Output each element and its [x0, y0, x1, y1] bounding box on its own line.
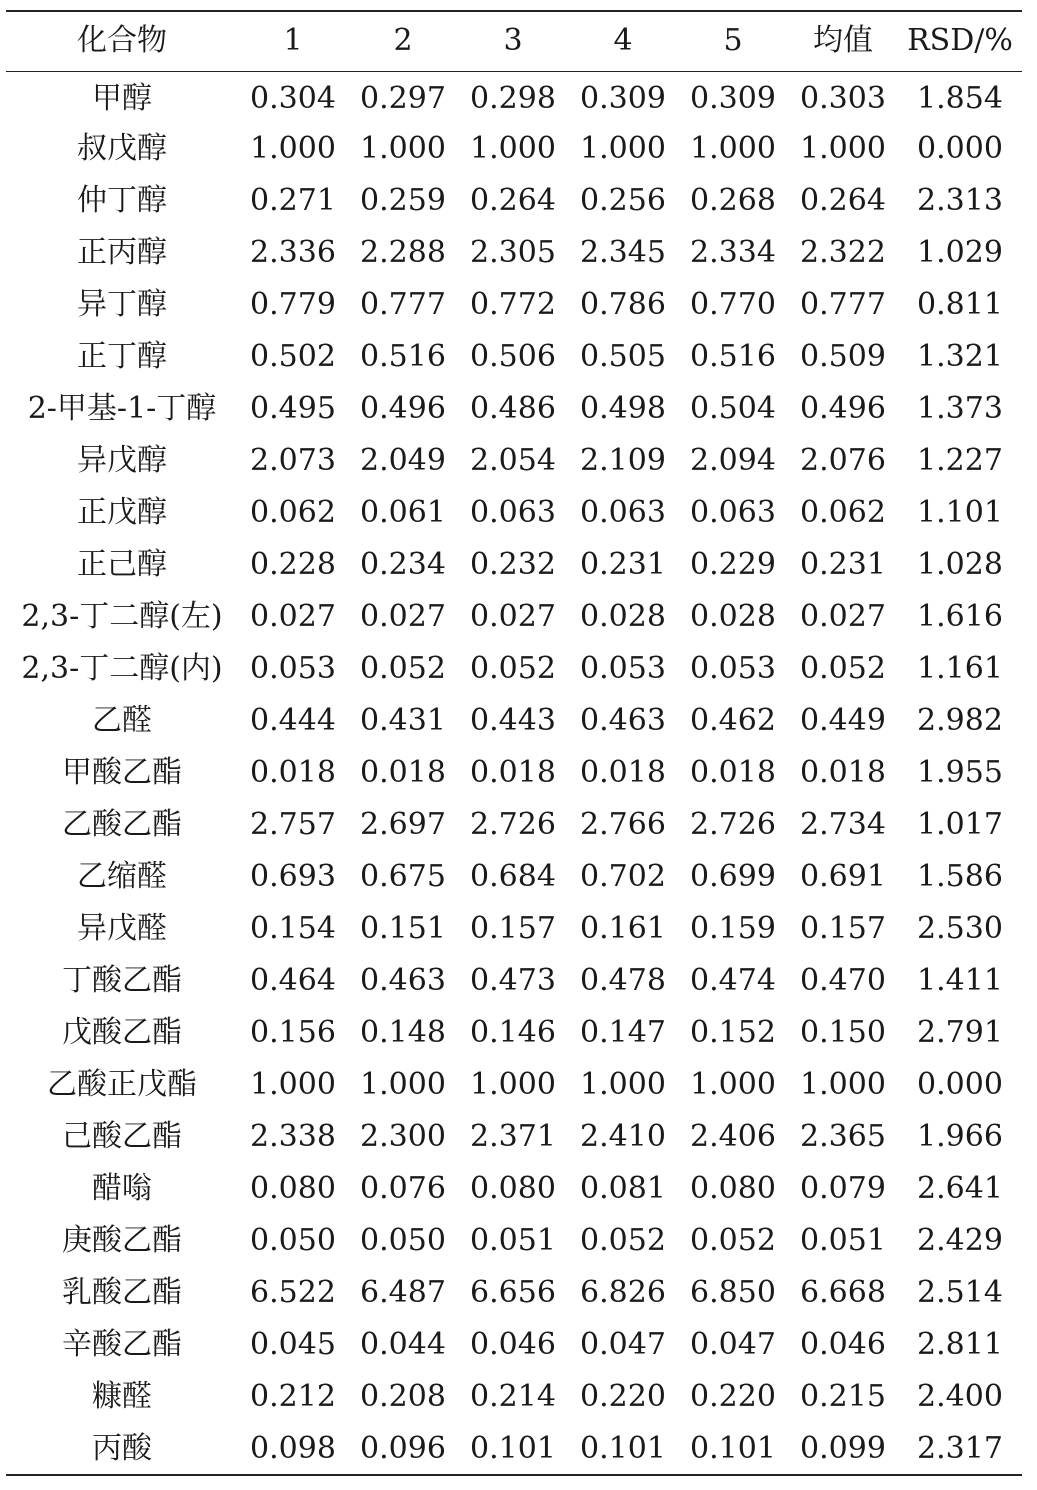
run-4-cell: 0.101	[580, 1430, 666, 1466]
compound-cell: 2,3-丁二醇(内)	[21, 651, 223, 686]
table-row	[6, 539, 1022, 591]
rsd-cell: 0.000	[917, 131, 1003, 166]
run-4-cell: 0.463	[580, 703, 666, 738]
run-5-cell: 2.094	[690, 443, 776, 478]
run-1-cell: 6.522	[250, 1275, 336, 1310]
run-2-cell: 0.076	[360, 1171, 446, 1206]
run-3-cell: 0.232	[470, 547, 556, 582]
run-4-cell: 0.028	[580, 599, 666, 634]
rsd-cell: 2.313	[917, 183, 1003, 218]
run-1-cell: 0.212	[250, 1379, 336, 1414]
run-1-cell: 0.228	[250, 547, 336, 582]
rsd-cell: 1.955	[917, 755, 1003, 790]
run-3-cell: 0.443	[470, 703, 556, 738]
rsd-cell: 0.811	[917, 287, 1003, 322]
run-4-cell: 0.018	[580, 755, 666, 790]
run-2-cell: 0.208	[360, 1379, 446, 1414]
table-row	[6, 851, 1022, 903]
run-4-cell: 1.000	[580, 131, 666, 166]
run-1-cell: 0.062	[250, 495, 336, 530]
run-1-cell: 2.338	[250, 1119, 336, 1154]
run-4-cell: 0.702	[580, 859, 666, 894]
run-1-cell: 0.050	[250, 1223, 336, 1258]
mean-cell: 2.734	[800, 807, 886, 842]
rsd-cell: 1.227	[917, 443, 1003, 478]
table-row	[6, 331, 1022, 383]
table-row	[6, 279, 1022, 331]
table-row	[6, 1215, 1022, 1267]
run-5-cell: 2.726	[690, 807, 776, 842]
mean-cell: 0.264	[800, 183, 886, 218]
table-row	[6, 1111, 1022, 1163]
run-3-cell: 2.054	[470, 443, 556, 478]
mean-cell: 0.051	[800, 1223, 886, 1258]
run-1-cell: 0.271	[250, 183, 336, 218]
run-1-cell: 0.018	[250, 755, 336, 790]
table-row	[6, 435, 1022, 487]
run-3-cell: 0.486	[470, 391, 556, 426]
header-cell-compound: 化合物	[77, 23, 167, 59]
run-1-cell: 0.080	[250, 1171, 336, 1206]
run-1-cell: 0.027	[250, 599, 336, 634]
run-5-cell: 0.699	[690, 859, 776, 894]
run-1-cell: 1.000	[250, 1067, 336, 1102]
compound-cell: 正丁醇	[77, 339, 167, 374]
header-cell-run-4: 4	[613, 23, 633, 59]
run-2-cell: 0.148	[360, 1015, 446, 1050]
run-5-cell: 0.309	[690, 81, 776, 117]
run-2-cell: 1.000	[360, 1067, 446, 1102]
run-4-cell: 0.309	[580, 81, 666, 117]
table-row	[6, 747, 1022, 799]
compound-cell: 乙酸乙酯	[62, 807, 182, 842]
rsd-cell: 1.373	[917, 391, 1003, 426]
table-row	[6, 695, 1022, 747]
run-1-cell: 0.154	[250, 911, 336, 946]
run-5-cell: 0.159	[690, 911, 776, 946]
run-5-cell: 0.080	[690, 1171, 776, 1206]
mean-cell: 2.076	[800, 443, 886, 478]
run-5-cell: 0.504	[690, 391, 776, 426]
compound-cell: 乙酸正戊酯	[47, 1067, 197, 1102]
run-5-cell: 0.268	[690, 183, 776, 218]
rsd-cell: 2.791	[917, 1015, 1003, 1050]
run-2-cell: 2.049	[360, 443, 446, 478]
compound-cell: 正己醇	[77, 547, 167, 582]
mean-cell: 0.691	[800, 859, 886, 894]
header-cell-run-1: 1	[283, 23, 303, 59]
run-2-cell: 0.777	[360, 287, 446, 322]
mean-cell: 0.777	[800, 287, 886, 322]
mean-cell: 0.062	[800, 495, 886, 530]
table-row	[6, 643, 1022, 695]
mean-cell: 0.496	[800, 391, 886, 426]
rsd-cell: 2.982	[917, 703, 1003, 738]
rsd-cell: 1.321	[917, 339, 1003, 374]
run-4-cell: 0.220	[580, 1379, 666, 1414]
table-row	[6, 175, 1022, 227]
compound-cell: 戊酸乙酯	[62, 1015, 182, 1050]
compound-cell: 仲丁醇	[77, 183, 167, 218]
run-3-cell: 0.018	[470, 755, 556, 790]
mean-cell: 2.322	[800, 235, 886, 270]
run-3-cell: 0.027	[470, 599, 556, 634]
run-1-cell: 2.336	[250, 235, 336, 270]
header-cell-run-2: 2	[393, 23, 413, 59]
compound-cell: 乙缩醛	[77, 859, 167, 894]
run-5-cell: 0.047	[690, 1327, 776, 1362]
mean-cell: 0.079	[800, 1171, 886, 1206]
run-3-cell: 0.046	[470, 1327, 556, 1362]
header-cell-run-5: 5	[723, 23, 743, 59]
mean-cell: 0.046	[800, 1327, 886, 1362]
run-5-cell: 0.053	[690, 651, 776, 686]
run-4-cell: 2.345	[580, 235, 666, 270]
run-3-cell: 2.726	[470, 807, 556, 842]
run-3-cell: 2.305	[470, 235, 556, 270]
table-row	[6, 799, 1022, 851]
run-3-cell: 0.264	[470, 183, 556, 218]
table-row	[6, 123, 1022, 175]
header-cell-run-3: 3	[503, 23, 523, 59]
rsd-cell: 1.028	[917, 547, 1003, 582]
run-3-cell: 0.298	[470, 81, 556, 117]
run-5-cell: 2.334	[690, 235, 776, 270]
run-5-cell: 0.063	[690, 495, 776, 530]
run-2-cell: 0.052	[360, 651, 446, 686]
run-3-cell: 0.157	[470, 911, 556, 946]
run-3-cell: 0.214	[470, 1379, 556, 1414]
run-2-cell: 0.151	[360, 911, 446, 946]
rsd-cell: 1.854	[917, 81, 1003, 117]
mean-cell: 1.000	[800, 131, 886, 166]
mean-cell: 0.231	[800, 547, 886, 582]
run-3-cell: 0.080	[470, 1171, 556, 1206]
header-cell-rsd: RSD/%	[907, 23, 1013, 59]
mean-cell: 0.018	[800, 755, 886, 790]
table-row	[6, 1007, 1022, 1059]
run-3-cell: 0.772	[470, 287, 556, 322]
compound-cell: 异戊醛	[77, 911, 167, 946]
run-3-cell: 2.371	[470, 1119, 556, 1154]
mean-cell: 0.215	[800, 1379, 886, 1414]
mean-cell: 2.365	[800, 1119, 886, 1154]
run-4-cell: 0.047	[580, 1327, 666, 1362]
mean-cell: 0.470	[800, 963, 886, 998]
rsd-cell: 2.429	[917, 1223, 1003, 1258]
run-2-cell: 0.431	[360, 703, 446, 738]
compound-cell: 正戊醇	[77, 495, 167, 530]
compound-cell: 异戊醇	[77, 443, 167, 478]
table-row	[6, 227, 1022, 279]
run-1-cell: 0.045	[250, 1327, 336, 1362]
run-5-cell: 0.516	[690, 339, 776, 374]
mean-cell: 6.668	[800, 1275, 886, 1310]
run-3-cell: 0.063	[470, 495, 556, 530]
run-2-cell: 0.675	[360, 859, 446, 894]
run-3-cell: 1.000	[470, 1067, 556, 1102]
table-row	[6, 591, 1022, 643]
run-2-cell: 0.061	[360, 495, 446, 530]
run-2-cell: 2.697	[360, 807, 446, 842]
compound-cell: 2,3-丁二醇(左)	[21, 599, 223, 634]
run-4-cell: 0.505	[580, 339, 666, 374]
run-3-cell: 0.146	[470, 1015, 556, 1050]
table-header	[6, 11, 1022, 71]
compound-cell: 丙酸	[92, 1430, 152, 1466]
run-4-cell: 0.081	[580, 1171, 666, 1206]
compound-cell: 叔戊醇	[77, 131, 167, 166]
run-5-cell: 0.028	[690, 599, 776, 634]
run-3-cell: 0.101	[470, 1430, 556, 1466]
run-3-cell: 0.051	[470, 1223, 556, 1258]
run-5-cell: 0.018	[690, 755, 776, 790]
header-cell-mean: 均值	[813, 23, 873, 59]
compound-cell: 正丙醇	[77, 235, 167, 270]
table-row	[6, 903, 1022, 955]
compound-cell: 2-甲基-1-丁醇	[27, 391, 217, 426]
run-4-cell: 0.478	[580, 963, 666, 998]
compound-cell: 己酸乙酯	[62, 1119, 182, 1154]
rsd-cell: 1.161	[917, 651, 1003, 686]
run-5-cell: 0.152	[690, 1015, 776, 1050]
run-3-cell: 6.656	[470, 1275, 556, 1310]
mean-cell: 0.052	[800, 651, 886, 686]
mean-cell: 0.027	[800, 599, 886, 634]
rsd-cell: 1.616	[917, 599, 1003, 634]
table-row	[6, 1319, 1022, 1371]
compound-cell: 异丁醇	[77, 287, 167, 322]
run-2-cell: 0.234	[360, 547, 446, 582]
run-4-cell: 2.410	[580, 1119, 666, 1154]
run-4-cell: 0.231	[580, 547, 666, 582]
run-3-cell: 0.473	[470, 963, 556, 998]
table-row	[6, 487, 1022, 539]
run-2-cell: 2.300	[360, 1119, 446, 1154]
run-1-cell: 0.304	[250, 81, 336, 117]
mean-cell: 0.509	[800, 339, 886, 374]
data-table-container	[6, 10, 1022, 1476]
run-2-cell: 0.018	[360, 755, 446, 790]
table-row	[6, 71, 1022, 123]
run-1-cell: 0.495	[250, 391, 336, 426]
rsd-cell: 1.966	[917, 1119, 1003, 1154]
mean-cell: 1.000	[800, 1067, 886, 1102]
run-2-cell: 0.050	[360, 1223, 446, 1258]
run-1-cell: 2.073	[250, 443, 336, 478]
compound-cell: 丁酸乙酯	[62, 963, 182, 998]
mean-cell: 0.099	[800, 1430, 886, 1466]
run-4-cell: 0.063	[580, 495, 666, 530]
rsd-cell: 2.317	[917, 1430, 1003, 1466]
rsd-cell: 1.101	[917, 495, 1003, 530]
table-body	[6, 71, 1022, 1475]
run-1-cell: 0.464	[250, 963, 336, 998]
rsd-cell: 2.400	[917, 1379, 1003, 1414]
rsd-cell: 2.811	[917, 1327, 1003, 1362]
run-4-cell: 0.498	[580, 391, 666, 426]
run-3-cell: 0.506	[470, 339, 556, 374]
run-5-cell: 0.052	[690, 1223, 776, 1258]
run-4-cell: 2.766	[580, 807, 666, 842]
rsd-cell: 1.586	[917, 859, 1003, 894]
run-1-cell: 1.000	[250, 131, 336, 166]
run-4-cell: 0.053	[580, 651, 666, 686]
run-4-cell: 1.000	[580, 1067, 666, 1102]
mean-cell: 0.303	[800, 81, 886, 117]
run-1-cell: 0.053	[250, 651, 336, 686]
run-3-cell: 0.052	[470, 651, 556, 686]
run-5-cell: 0.474	[690, 963, 776, 998]
table-row	[6, 1059, 1022, 1111]
run-4-cell: 6.826	[580, 1275, 666, 1310]
rsd-cell: 0.000	[917, 1067, 1003, 1102]
run-5-cell: 0.770	[690, 287, 776, 322]
run-5-cell: 1.000	[690, 131, 776, 166]
run-4-cell: 0.147	[580, 1015, 666, 1050]
run-3-cell: 0.684	[470, 859, 556, 894]
run-2-cell: 0.096	[360, 1430, 446, 1466]
run-5-cell: 6.850	[690, 1275, 776, 1310]
compound-cell: 辛酸乙酯	[62, 1327, 182, 1362]
mean-cell: 0.449	[800, 703, 886, 738]
rsd-cell: 1.411	[917, 963, 1003, 998]
compound-cell: 乳酸乙酯	[62, 1275, 182, 1310]
run-5-cell: 0.229	[690, 547, 776, 582]
run-2-cell: 0.297	[360, 81, 446, 117]
compound-cell: 甲醇	[92, 81, 152, 117]
run-2-cell: 2.288	[360, 235, 446, 270]
run-2-cell: 1.000	[360, 131, 446, 166]
table-row	[6, 383, 1022, 435]
mean-cell: 0.150	[800, 1015, 886, 1050]
table-row	[6, 1163, 1022, 1215]
data-table	[6, 10, 1022, 1476]
rsd-cell: 1.017	[917, 807, 1003, 842]
rsd-cell: 2.641	[917, 1171, 1003, 1206]
run-3-cell: 1.000	[470, 131, 556, 166]
run-4-cell: 0.256	[580, 183, 666, 218]
table-row	[6, 1423, 1022, 1475]
run-5-cell: 0.462	[690, 703, 776, 738]
run-5-cell: 1.000	[690, 1067, 776, 1102]
run-1-cell: 0.156	[250, 1015, 336, 1050]
compound-cell: 醋嗡	[92, 1171, 152, 1206]
table-row	[6, 1371, 1022, 1423]
run-2-cell: 0.259	[360, 183, 446, 218]
compound-cell: 糠醛	[92, 1379, 152, 1414]
run-1-cell: 0.693	[250, 859, 336, 894]
table-row	[6, 955, 1022, 1007]
run-4-cell: 0.052	[580, 1223, 666, 1258]
run-4-cell: 0.161	[580, 911, 666, 946]
run-2-cell: 0.044	[360, 1327, 446, 1362]
run-2-cell: 0.496	[360, 391, 446, 426]
run-5-cell: 0.220	[690, 1379, 776, 1414]
run-4-cell: 2.109	[580, 443, 666, 478]
run-5-cell: 2.406	[690, 1119, 776, 1154]
compound-cell: 乙醛	[92, 703, 152, 738]
run-2-cell: 0.516	[360, 339, 446, 374]
run-1-cell: 2.757	[250, 807, 336, 842]
run-1-cell: 0.444	[250, 703, 336, 738]
run-1-cell: 0.502	[250, 339, 336, 374]
run-2-cell: 6.487	[360, 1275, 446, 1310]
run-4-cell: 0.786	[580, 287, 666, 322]
run-5-cell: 0.101	[690, 1430, 776, 1466]
rsd-cell: 1.029	[917, 235, 1003, 270]
compound-cell: 庚酸乙酯	[62, 1223, 182, 1258]
run-2-cell: 0.027	[360, 599, 446, 634]
header-row	[6, 11, 1022, 71]
mean-cell: 0.157	[800, 911, 886, 946]
table-row	[6, 1267, 1022, 1319]
run-1-cell: 0.779	[250, 287, 336, 322]
rsd-cell: 2.514	[917, 1275, 1003, 1310]
rsd-cell: 2.530	[917, 911, 1003, 946]
run-1-cell: 0.098	[250, 1430, 336, 1466]
compound-cell: 甲酸乙酯	[62, 755, 182, 790]
run-2-cell: 0.463	[360, 963, 446, 998]
